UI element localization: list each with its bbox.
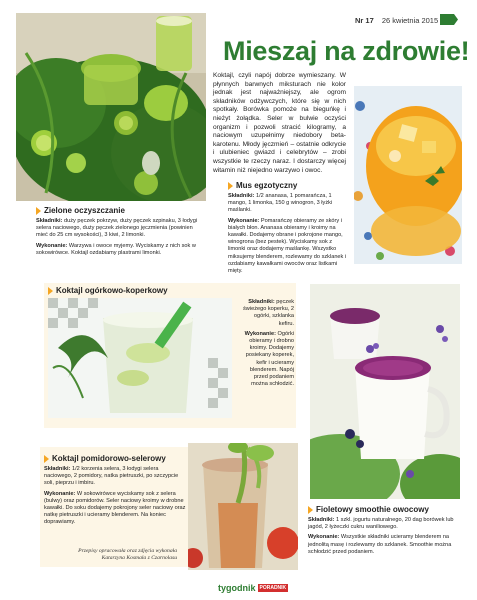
issue-info [355, 16, 438, 25]
intro-text: Koktajl, czyli napój dobrze wymieszany. W płynnych barwnych miksturach nie kolor jednak jest najważniejszy, ale ogrom składników odżywczych, które się w nich spotkały. Borówka pomoże na bieguńkę i nieżyt żołądka. Seler w bulwie oczyści organizm i pozwoli stracić kilogramy, a naciowym uzupełnimy niedobory beta-karotenu. Młody jęczmień – ostatnie odkrycie i ulubieniec gwiazd i celebrytów – zrobi wszystkie te rzeczy naraz. I dostarczy więcej witamin niż niejedno warzywo i owoc. [213, 72, 346, 174]
ingredients-text: 1/2 korzenia selera, 3 łodygi selera naciowego, 2 pomidory, natka pietruszki, po szczypcie soli, pieprzu i imbiru. [44, 466, 179, 487]
recipe-title: Koktajl pomidorowo-selerowy [44, 454, 188, 463]
brand-tag: PORADNIK [259, 585, 287, 591]
recipe-exotic-mousse: Mus egzotyczny Składniki: 1/2 ananasa, 1 pomarańcza, 1 mango, 1 limonka, 150 g winogron, 3 łyżki maślanki. Wykonanie: Pomarańczę obieramy ze skóry i białych błon. Ananasa obieramy i kroimy na kawałki. Dodajemy obrane i pokrojone mango, winogrona (bez pestek). Wyciskamy sok z limonki oraz dodajemy maślankę. Wszystko miksujemy blenderem, rozlewamy do szklanek i ozdabiamy kawałkami owoców oraz listkami mięty. [228, 181, 347, 275]
brand-name: tygodnik [218, 583, 256, 593]
bullet-icon [36, 207, 41, 215]
recipe-violet: Fioletowy smoothie owocowy Składniki: 1 szkl. jogurtu naturalnego, 20 dag borówek lub jagód, 2 łyżeczki cukru waniliowego. Wykonanie: Wszystkie składniki ucieramy blenderem na jednolitą masę i rozlewamy do szklanek. Smoothie można schłodzić przed podaniem. [308, 505, 458, 559]
photo-violet-smoothie [310, 284, 460, 499]
recipe-tomato: Koktajl pomidorowo-selerowy Składniki: 1/2 korzenia selera, 3 łodygi selera naciowego, 2 pomidory, natka pietruszki, po szczypcie soli, pieprzu i imbiru. Wykonanie: W sokowirówce wyciskamy sok z selera (bulwy) oraz pomidorów. Seler naciowy kroimy w drobne kawałki. Do soku dodajemy pokrojony seler naciowy oraz natkę pietruszki i ucieramy blenderem. Na koniec doprawiamy. [44, 454, 188, 530]
bullet-icon [228, 182, 233, 190]
bullet-icon [48, 287, 53, 295]
ingredients-text: 1 szkl. jogurtu naturalnego, 20 dag borówek lub jagód, 2 łyżeczki cukru waniliowego. [308, 517, 454, 531]
recipe-green-cleanse: Zielone oczyszczanie Składniki: duży pęczek pokrzyw, duży pęczek szpinaku, 3 łodygi selera naciowego, duży pęczek zielonego jęczmienia (powinien mieć do 25 cm wysokości), 3 kiwi, 2 limonki. Wykonanie: Warzywa i owoce myjemy. Wyciskamy z nich sok w sokowirówce. Koktajl ozdabiamy plastrami limonki. [36, 206, 206, 260]
bullet-icon [308, 506, 313, 514]
footer-logo [218, 583, 288, 593]
recipe-title: Zielone oczyszczanie [36, 206, 206, 215]
recipe-cucumber [48, 286, 238, 295]
page-title: Mieszaj na zdrowie! [223, 36, 470, 66]
method-text: Pomarańczę obieramy ze skóry i białych błon. Ananasa obieramy i kroimy na kawałki. Dodajemy obrane i pokrojone mango, winogrona (bez pestek). Wyciskamy sok z limonki oraz dodajemy maślankę. Wszystko miksujemy blenderem, rozlewamy do szklanek i ozdabiamy kawałkami owoców oraz listkami mięty. [228, 217, 347, 275]
photo-green-juices [16, 13, 206, 201]
photo-credits: Przepisy opracowała oraz zdjęcia wykonała Katarzyna Kosmala z Czarnolasu [78, 548, 177, 562]
issue-date: 26 kwietnia 2015 [381, 16, 439, 25]
recipe-title: Koktajl ogórkowo-koperkowy [48, 286, 238, 295]
photo-tomato-celery-drink [188, 443, 298, 570]
method-text: Warzywa i owoce myjemy. Wyciskamy z nich sok w sokowirówce. Koktajl ozdabiamy plastrami limonki. [36, 242, 196, 256]
photo-cucumber-drink [48, 298, 232, 418]
method-text: W sokowirówce wyciskamy sok z selera (bulwy) oraz pomidorów. Seler naciowy kroimy w drobne kawałki. Do soku dodajemy pokrojony seler naciowy oraz natkę pietruszki i ucieramy blenderem. Na koniec doprawiamy. [44, 490, 186, 526]
header-flag-icon [440, 14, 458, 25]
ingredients-text: pęczek świeżego koperku, 2 ogórki, szklanka kefiru. [243, 299, 294, 327]
bullet-icon [44, 455, 49, 463]
issue-number: Nr 17 [355, 16, 374, 25]
recipe-title: Mus egzotyczny [228, 181, 348, 190]
ingredients-text: duży pęczek pokrzyw, duży pęczek szpinaku, 3 łodygi selera naciowego, duży pęczek zielonego jęczmienia (powinien mieć do 25 cm wysokości), 3 kiwi, 2 limonki. [36, 218, 198, 239]
method-text: Ogórki obieramy i drobno kroimy. Dodajemy posiekany koperek, kefir i ucieramy blenderem. Napój przed podaniem można schłodzić. [245, 330, 294, 388]
photo-exotic-mousse [350, 86, 462, 264]
method-text: Wszystkie składniki ucieramy blenderem na jednolitą masę i rozlewamy do szklanek. Smoothie można schłodzić przed podaniem. [308, 534, 452, 555]
ingredients-text: 1/2 ananasa, 1 pomarańcza, 1 mango, 1 limonka, 150 g winogron, 3 łyżki maślanki. [228, 193, 333, 214]
recipe-cucumber-text: Składniki: pęczek świeżego koperku, 2 ogórki, szklanka kefiru. Wykonanie: Ogórki obieramy i drobno kroimy. Dodajemy posiekany koperek, kefir i ucieramy blenderem. Napój przed podaniem można schłodzić. [243, 299, 294, 388]
recipe-title: Fioletowy smoothie owocowy [308, 505, 458, 514]
